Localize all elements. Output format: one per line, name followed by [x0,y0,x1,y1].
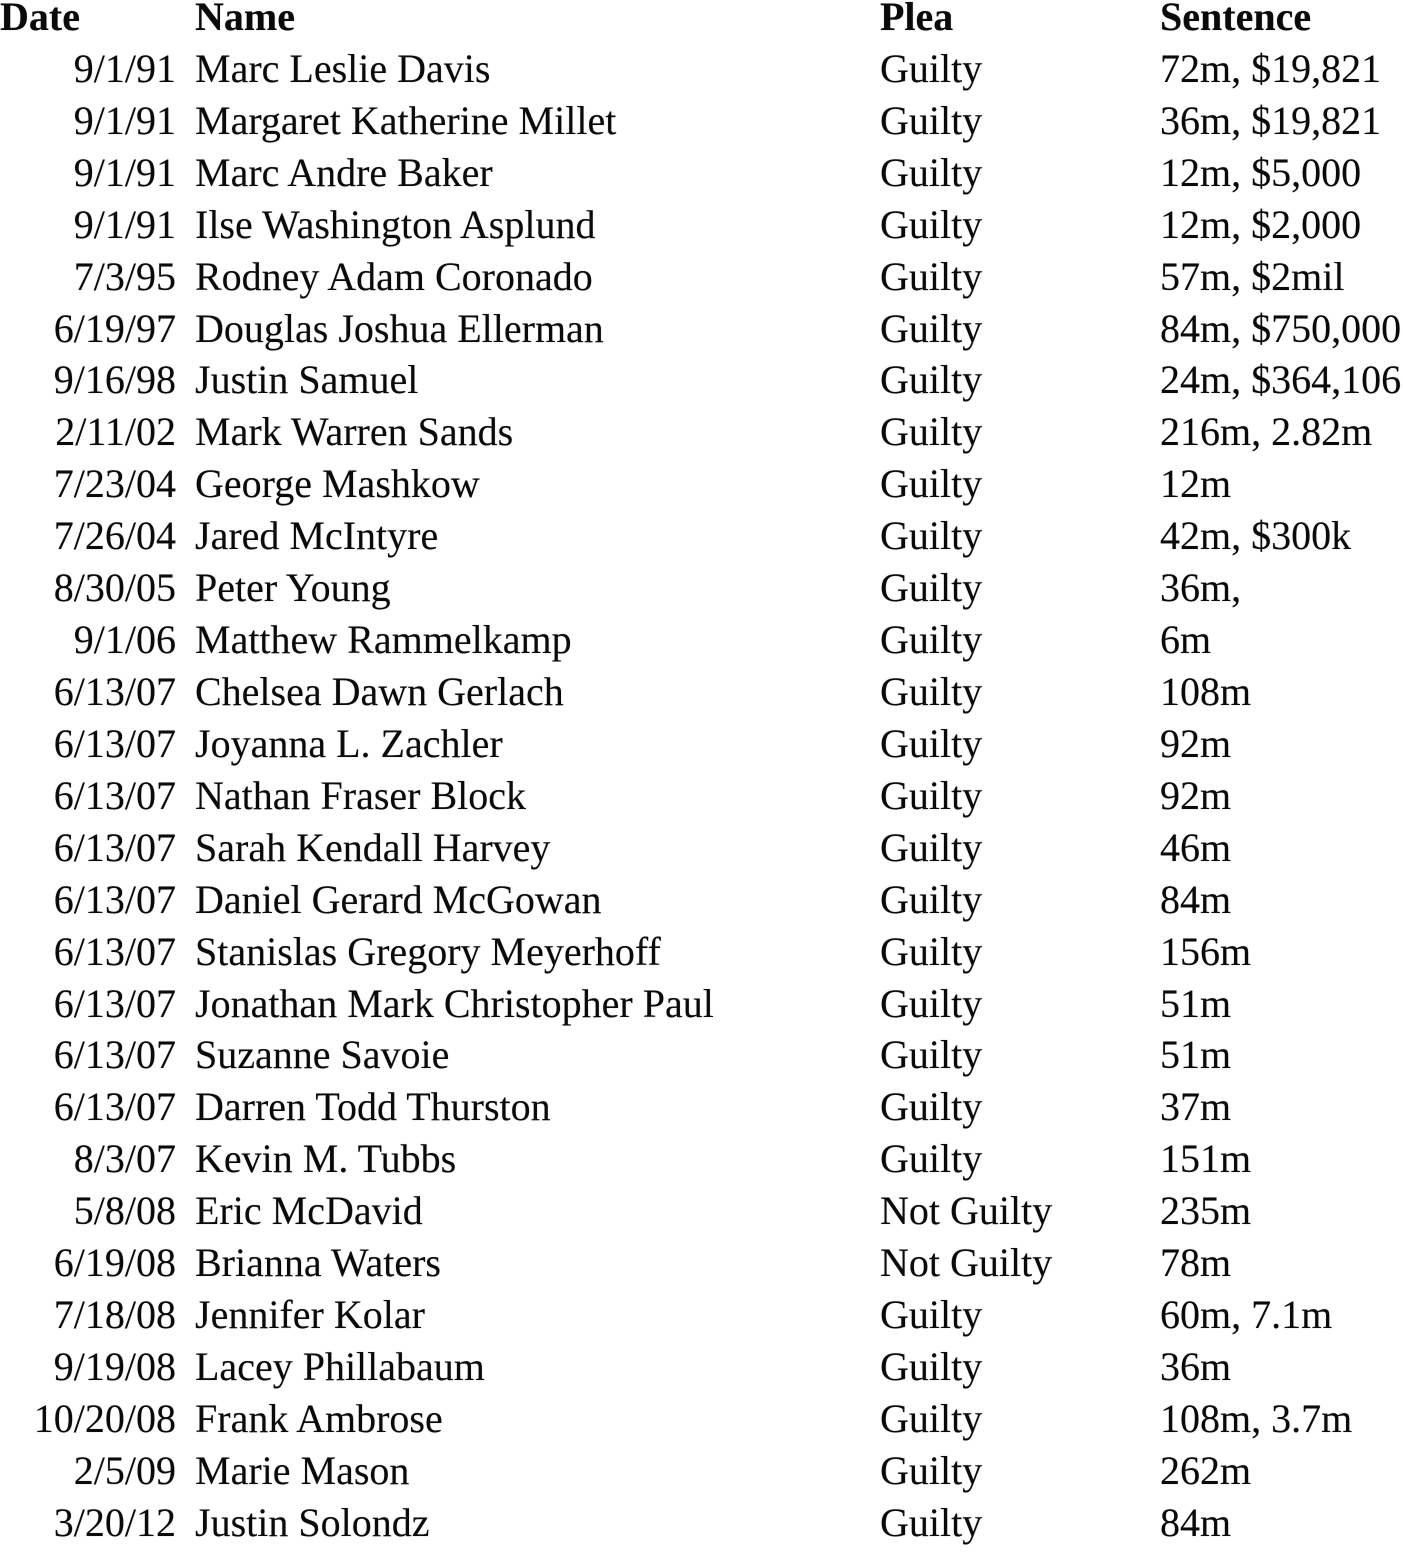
plea-cell: Guilty [880,357,983,403]
sentence-cell: 92m [1160,772,1232,818]
name-cell: Nathan Fraser Block [195,772,527,818]
date-cell: 7/18/08 [53,1292,176,1338]
date-cell: 6/13/07 [53,928,176,974]
date-cell: 10/20/08 [33,1395,176,1441]
plea-cell: Guilty [880,1292,983,1338]
name-cell: Mark Warren Sands [195,409,514,455]
sentence-cell: 156m [1160,928,1252,974]
plea-cell: Guilty [880,409,983,455]
date-cell: 6/13/07 [53,720,176,766]
name-cell: Kevin M. Tubbs [195,1136,457,1182]
date-cell: 9/16/98 [53,357,176,403]
table-row [0,1188,1403,1246]
plea-cell: Guilty [880,980,983,1026]
date-cell: 2/5/09 [73,1447,176,1493]
plea-cell: Guilty [880,565,983,611]
table-header-row [0,0,1403,52]
date-cell: 9/1/91 [73,97,176,143]
date-cell: 5/8/08 [73,1188,176,1234]
name-cell: Matthew Rammelkamp [195,617,572,663]
plea-cell: Not Guilty [880,1188,1053,1234]
table-row [0,668,1403,727]
sentence-cell: 36m [1160,1343,1232,1389]
name-cell: Douglas Joshua Ellerman [195,305,604,351]
table-row [0,772,1403,831]
sentence-cell: 12m, $5,000 [1160,149,1362,195]
name-cell: Margaret Katherine Millet [195,97,617,143]
plea-cell: Guilty [880,1499,983,1545]
name-cell: Eric McDavid [195,1188,423,1234]
name-cell: Darren Todd Thurston [195,1084,551,1130]
date-cell: 6/13/07 [53,1084,176,1130]
table-row [0,720,1403,779]
date-cell: 6/19/08 [53,1240,176,1286]
date-cell: 6/13/07 [53,980,176,1026]
sentence-cell: 151m [1160,1136,1252,1182]
date-cell: 7/23/04 [53,461,176,507]
sentence-cell: 6m [1160,617,1212,663]
table-row [0,928,1403,987]
sentence-cell: 46m [1160,824,1232,870]
plea-cell: Guilty [880,149,983,195]
table-row [0,513,1403,571]
date-cell: 6/13/07 [53,668,176,714]
sentence-cell: 84m [1160,1499,1232,1545]
name-cell: Rodney Adam Coronado [195,253,593,299]
plea-cell: Guilty [880,97,983,143]
plea-cell: Guilty [880,1084,983,1130]
name-cell: George Mashkow [195,461,480,507]
date-cell: 6/13/07 [53,824,176,870]
name-cell: Justin Solondz [195,1499,430,1545]
column-header-name: Name [195,0,295,39]
name-cell: Peter Young [195,565,391,611]
plea-cell: Guilty [880,720,983,766]
plea-cell: Guilty [880,876,983,922]
name-cell: Sarah Kendall Harvey [195,824,551,870]
table-row [0,45,1403,104]
table-row [0,617,1403,675]
name-cell: Suzanne Savoie [195,1032,450,1078]
name-cell: Frank Ambrose [195,1395,443,1441]
table-body [0,45,1403,1558]
sentence-cell: 24m, $364,106 [1160,357,1402,403]
sentence-cell: 60m, 7.1m [1160,1292,1333,1338]
date-cell: 7/26/04 [53,513,176,559]
table-row [0,1447,1403,1506]
table-row [0,1499,1403,1558]
name-cell: Stanislas Gregory Meyerhoff [195,928,661,974]
sentence-cell: 108m, 3.7m [1160,1395,1353,1441]
sentence-cell: 36m, [1160,565,1242,611]
plea-cell: Guilty [880,1136,983,1182]
sentence-cell: 42m, $300k [1160,513,1352,559]
plea-cell: Guilty [880,253,983,299]
date-cell: 6/13/07 [53,876,176,922]
name-cell: Jennifer Kolar [195,1292,425,1338]
name-cell: Jared McIntyre [195,513,439,559]
plea-cell: Guilty [880,772,983,818]
plea-cell: Not Guilty [880,1240,1053,1286]
table-row [0,305,1403,364]
date-cell: 2/11/02 [55,409,176,455]
name-cell: Daniel Gerard McGowan [195,876,602,922]
table-row [0,1240,1403,1298]
plea-cell: Guilty [880,824,983,870]
sentence-cell: 84m, $750,000 [1160,305,1402,351]
table-row [0,1343,1403,1402]
sentence-cell: 51m [1160,980,1232,1026]
table-row [0,149,1403,208]
name-cell: Chelsea Dawn Gerlach [195,668,564,714]
table-row [0,980,1403,1039]
sentence-cell: 12m [1160,461,1232,507]
name-cell: Marie Mason [195,1447,410,1493]
table-row [0,461,1403,519]
name-cell: Brianna Waters [195,1240,441,1286]
table-row [0,876,1403,935]
column-header-sentence: Sentence [1160,0,1312,39]
table-row [0,565,1403,623]
name-cell: Justin Samuel [195,357,419,403]
sentence-cell: 78m [1160,1240,1232,1286]
sentence-cell: 262m [1160,1447,1252,1493]
plea-cell: Guilty [880,305,983,351]
plea-cell: Guilty [880,668,983,714]
column-header-plea: Plea [880,0,954,39]
sentence-cell: 12m, $2,000 [1160,201,1362,247]
date-cell: 8/3/07 [73,1136,176,1182]
date-cell: 7/3/95 [73,253,176,299]
sentence-cell: 72m, $19,821 [1160,45,1382,91]
name-cell: Ilse Washington Asplund [195,201,596,247]
name-cell: Marc Leslie Davis [195,45,491,91]
date-cell: 9/19/08 [53,1343,176,1389]
table-row [0,201,1403,260]
sentence-cell: 51m [1160,1032,1232,1078]
table-row [0,1395,1403,1454]
sentence-cell: 216m, 2.82m [1160,409,1373,455]
date-cell: 3/20/12 [53,1499,176,1545]
sentence-cell: 235m [1160,1188,1252,1234]
plea-cell: Guilty [880,1343,983,1389]
plea-cell: Guilty [880,201,983,247]
sentence-cell: 57m, $2mil [1160,253,1345,299]
name-cell: Marc Andre Baker [195,149,493,195]
sentence-cell: 36m, $19,821 [1160,97,1382,143]
table-row [0,1292,1403,1350]
plea-cell: Guilty [880,461,983,507]
date-cell: 9/1/06 [73,617,176,663]
date-cell: 9/1/91 [73,45,176,91]
column-header-date: Date [0,0,80,39]
plea-cell: Guilty [880,928,983,974]
plea-cell: Guilty [880,45,983,91]
date-cell: 6/13/07 [53,1032,176,1078]
date-cell: 6/19/97 [53,305,176,351]
sentence-cell: 92m [1160,720,1232,766]
plea-cell: Guilty [880,1447,983,1493]
table-row [0,253,1403,312]
name-cell: Jonathan Mark Christopher Paul [195,980,714,1026]
date-cell: 9/1/91 [73,201,176,247]
name-cell: Joyanna L. Zachler [195,720,503,766]
date-cell: 8/30/05 [53,565,176,611]
plea-cell: Guilty [880,1395,983,1441]
sentence-cell: 108m [1160,668,1252,714]
plea-cell: Guilty [880,513,983,559]
table-row [0,824,1403,883]
table-row [0,1136,1403,1194]
table-row [0,1084,1403,1142]
table-row [0,97,1403,156]
plea-cell: Guilty [880,1032,983,1078]
date-cell: 6/13/07 [53,772,176,818]
date-cell: 9/1/91 [73,149,176,195]
plea-cell: Guilty [880,617,983,663]
name-cell: Lacey Phillabaum [195,1343,485,1389]
sentence-cell: 37m [1160,1084,1232,1130]
table-row [0,1032,1403,1090]
sentence-cell: 84m [1160,876,1232,922]
table-row [0,357,1403,415]
table-row [0,409,1403,467]
